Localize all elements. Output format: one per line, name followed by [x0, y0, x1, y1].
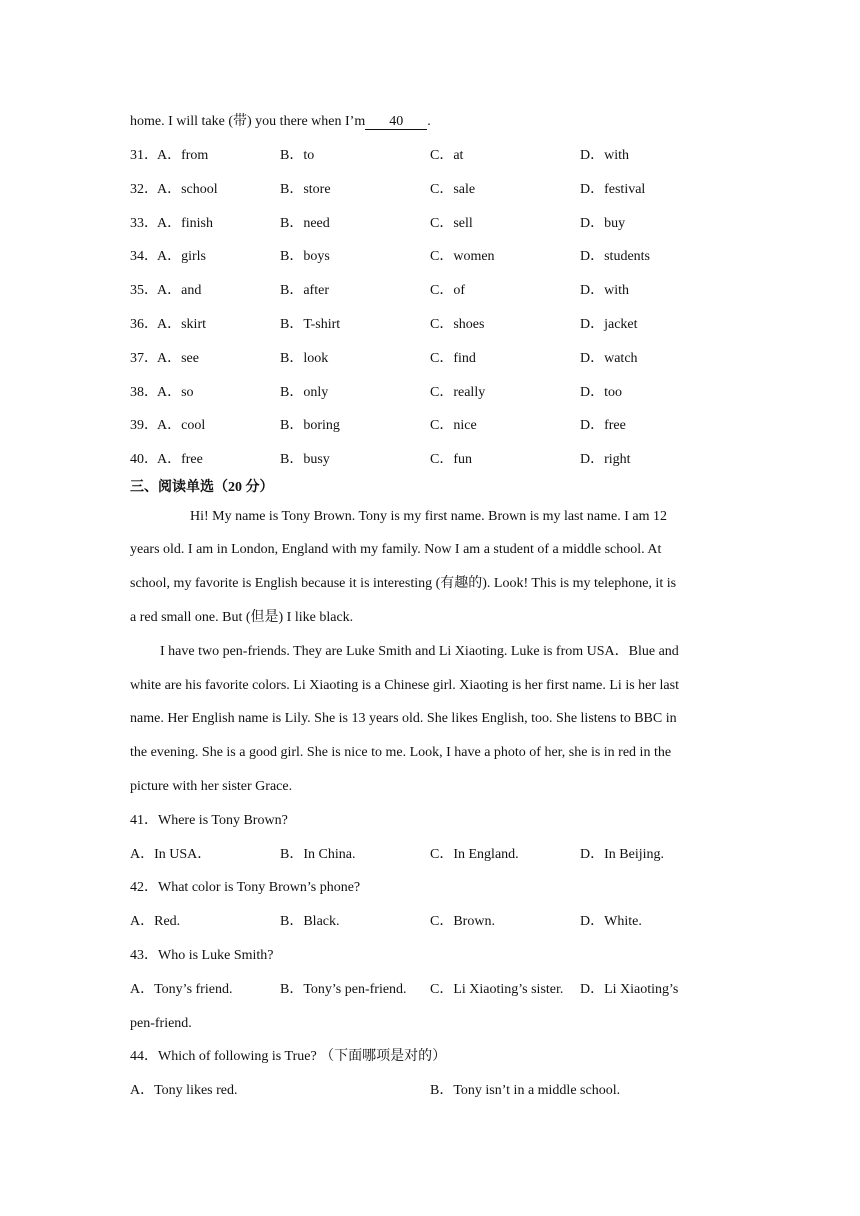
- option-b[interactable]: B．to: [280, 148, 315, 163]
- option-c[interactable]: C．of: [430, 283, 465, 298]
- question-number: 34．: [130, 249, 158, 264]
- option-d[interactable]: D．with: [580, 283, 629, 298]
- option-b[interactable]: B．look: [280, 351, 329, 366]
- option-a[interactable]: A．Tony’s friend.: [130, 982, 233, 997]
- question-stem: 41．Where is Tony Brown?: [130, 813, 288, 828]
- option-c[interactable]: C．women: [430, 249, 495, 264]
- passage-line: Hi! My name is Tony Brown. Tony is my first name. Brown is my last name. I am 12: [190, 509, 667, 524]
- passage-line: I have two pen-friends. They are Luke Smith and Li Xiaoting. Luke is from USA．Blue and: [160, 644, 679, 659]
- sentence-end: .: [427, 114, 431, 129]
- option-d[interactable]: D．right: [580, 452, 631, 467]
- question-number: 39．: [130, 418, 158, 433]
- option-c[interactable]: C．sell: [430, 216, 473, 231]
- option-c[interactable]: C．at: [430, 148, 464, 163]
- passage-line: picture with her sister Grace.: [130, 779, 293, 794]
- option-d[interactable]: D．watch: [580, 351, 638, 366]
- option-b[interactable]: B．boring: [280, 418, 340, 433]
- question-stem: 44．Which of following is True? （下面哪项是对的）: [130, 1049, 447, 1064]
- option-a[interactable]: A．free: [157, 452, 203, 467]
- question-number: 32．: [130, 182, 158, 197]
- question-stem: 43．Who is Luke Smith?: [130, 948, 274, 963]
- option-c[interactable]: C．nice: [430, 418, 477, 433]
- passage-line: name. Her English name is Lily. She is 13 years old. She likes English, too. She listens to BBC in: [130, 711, 677, 726]
- option-a[interactable]: A．so: [157, 385, 194, 400]
- option-c[interactable]: C．fun: [430, 452, 472, 467]
- option-d[interactable]: D．White.: [580, 914, 642, 929]
- option-d-continued: pen-friend.: [130, 1016, 192, 1031]
- option-d[interactable]: D．with: [580, 148, 629, 163]
- option-b[interactable]: B．after: [280, 283, 329, 298]
- question-number: 40．: [130, 452, 158, 467]
- option-d[interactable]: D．students: [580, 249, 650, 264]
- option-a[interactable]: A．finish: [157, 216, 213, 231]
- option-b[interactable]: B．Black.: [280, 914, 340, 929]
- option-b[interactable]: B．Tony isn’t in a middle school.: [430, 1083, 621, 1098]
- passage-line: a red small one. But (但是) I like black.: [130, 610, 354, 625]
- passage-line: white are his favorite colors. Li Xiaoting is a Chinese girl. Xiaoting is her first name. Li is her last: [130, 678, 679, 693]
- option-b[interactable]: B．need: [280, 216, 330, 231]
- option-b[interactable]: B．T-shirt: [280, 317, 341, 332]
- option-c[interactable]: C．find: [430, 351, 476, 366]
- option-b[interactable]: B．store: [280, 182, 331, 197]
- option-a[interactable]: A．skirt: [157, 317, 206, 332]
- option-d[interactable]: D．buy: [580, 216, 626, 231]
- option-a[interactable]: A．Red.: [130, 914, 181, 929]
- option-d[interactable]: D．In Beijing.: [580, 847, 664, 862]
- question-number: 31．: [130, 148, 158, 163]
- passage-line: the evening. She is a good girl. She is nice to me. Look, I have a photo of her, she is in red in the: [130, 745, 672, 760]
- option-d[interactable]: D．Li Xiaoting’s: [580, 982, 679, 997]
- option-a[interactable]: A．from: [157, 148, 209, 163]
- option-b[interactable]: B．busy: [280, 452, 330, 467]
- option-d[interactable]: D．free: [580, 418, 626, 433]
- option-a[interactable]: A．and: [157, 283, 202, 298]
- option-a[interactable]: A．school: [157, 182, 218, 197]
- question-number: 33．: [130, 216, 158, 231]
- question-number: 36．: [130, 317, 158, 332]
- option-a[interactable]: A．Tony likes red.: [130, 1083, 238, 1098]
- option-c[interactable]: C．In England.: [430, 847, 519, 862]
- option-b[interactable]: B．boys: [280, 249, 330, 264]
- option-c[interactable]: C．really: [430, 385, 486, 400]
- option-c[interactable]: C．sale: [430, 182, 476, 197]
- option-a[interactable]: A．see: [157, 351, 199, 366]
- option-a[interactable]: A．cool: [157, 418, 206, 433]
- option-b[interactable]: B．only: [280, 385, 329, 400]
- cloze-passage-text: home. I will take (带) you there when I’m: [130, 114, 366, 129]
- question-number: 37．: [130, 351, 158, 366]
- option-b[interactable]: B．In China.: [280, 847, 356, 862]
- answer-blank: 40: [365, 114, 427, 130]
- cloze-passage-end-line: [130, 112, 431, 132]
- option-b[interactable]: B．Tony’s pen-friend.: [280, 982, 407, 997]
- option-c[interactable]: C．Brown.: [430, 914, 495, 929]
- section-heading: 三、阅读单选（20 分）: [130, 480, 274, 495]
- question-number: 38．: [130, 385, 158, 400]
- question-number: 35．: [130, 283, 158, 298]
- option-d[interactable]: D．too: [580, 385, 622, 400]
- question-stem: 42．What color is Tony Brown’s phone?: [130, 880, 361, 895]
- option-c[interactable]: C．Li Xiaoting’s sister.: [430, 982, 564, 997]
- option-c[interactable]: C．shoes: [430, 317, 485, 332]
- passage-line: years old. I am in London, England with my family. Now I am a student of a middle school. At: [130, 542, 662, 557]
- option-d[interactable]: D．jacket: [580, 317, 638, 332]
- option-d[interactable]: D．festival: [580, 182, 646, 197]
- option-a[interactable]: A．girls: [157, 249, 206, 264]
- passage-line: school, my favorite is English because it is interesting (有趣的). Look! This is my telephone, it is: [130, 576, 677, 591]
- option-a[interactable]: A．In USA．: [130, 847, 212, 862]
